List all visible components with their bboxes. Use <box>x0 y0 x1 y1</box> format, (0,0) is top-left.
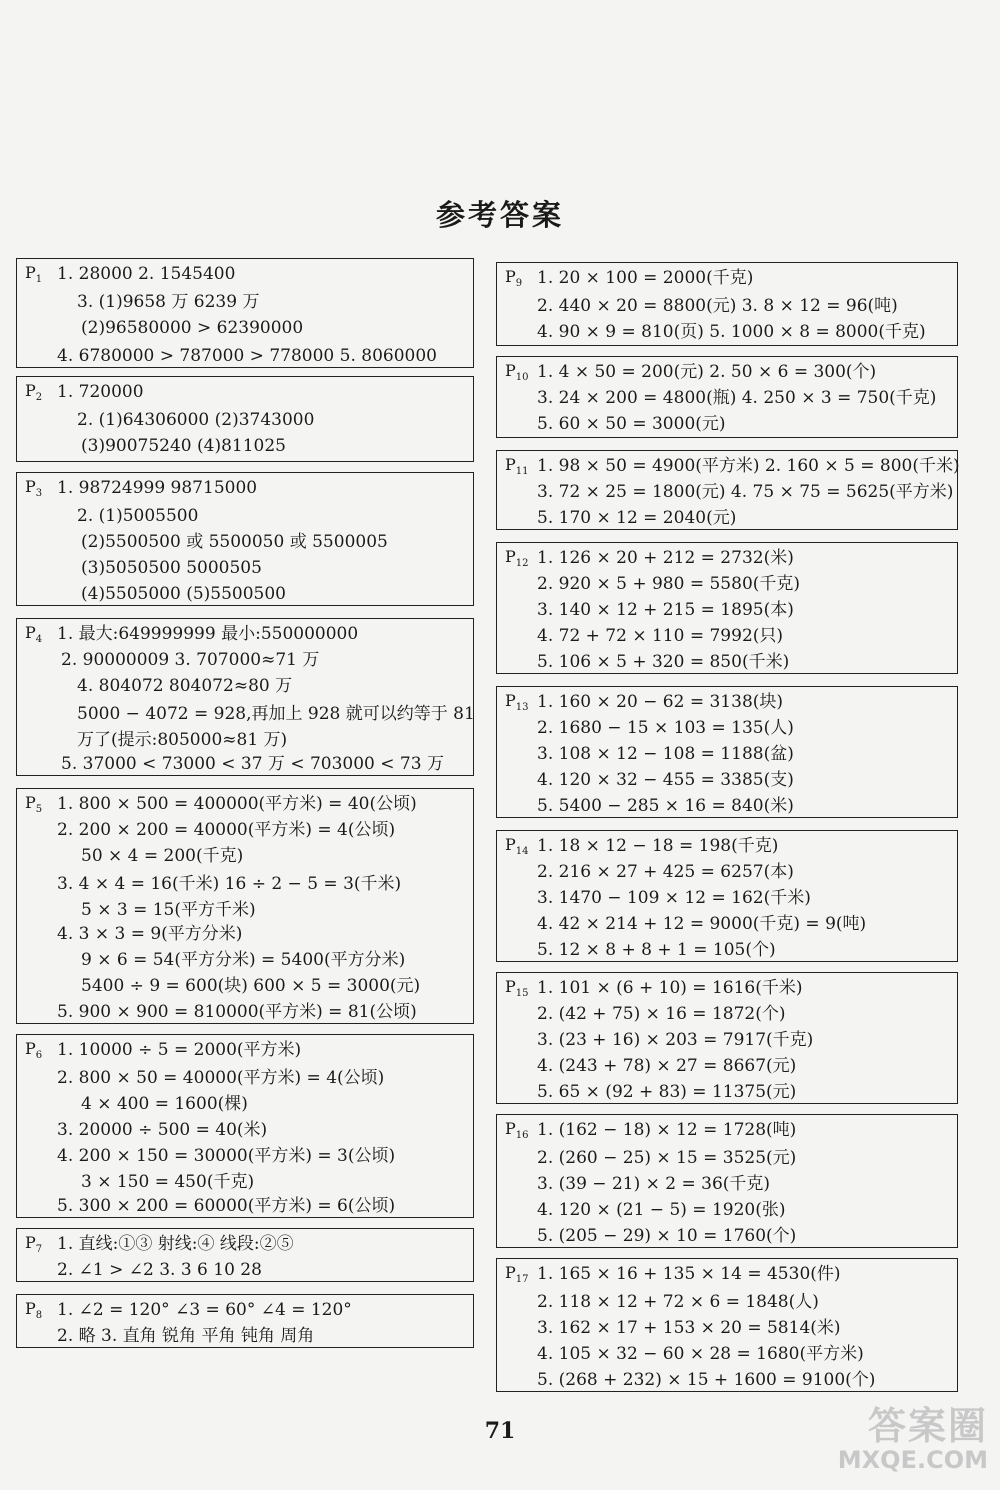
answer-line: 3. 72 × 25 = 1800(元) 4. 75 × 75 = 5625(平方米) <box>537 482 954 502</box>
watermark-logo <box>838 1395 988 1474</box>
answer-line: 2. 440 × 20 = 8800(元) 3. 8 × 12 = 96(吨) <box>537 296 898 316</box>
answer-line: 5000 − 4072 = 928,再加上 928 就可以约等于 81 <box>77 704 475 724</box>
answer-line: 5. 300 × 200 = 60000(平方米) = 6(公顷) <box>57 1196 396 1216</box>
answer-line: 2. 200 × 200 = 40000(平方米) = 4(公顷) <box>57 820 396 840</box>
answer-line: 1. 160 × 20 − 62 = 3138(块) <box>537 692 784 712</box>
answer-line: 1. 98 × 50 = 4900(平方米) 2. 160 × 5 = 800(千米) <box>537 456 960 476</box>
watermark-text: 答案圈 <box>867 1404 988 1448</box>
answer-box-p12 <box>496 542 958 674</box>
answer-line: 3. 140 × 12 + 215 = 1895(本) <box>537 600 794 620</box>
answer-line: (3)5050500 5000505 <box>81 558 262 578</box>
page-ref-label: $P_{13}$ <box>505 691 529 714</box>
answer-line: 4. 42 × 214 + 12 = 9000(千克) = 9(吨) <box>537 914 867 934</box>
answer-line: 2. 118 × 12 + 72 × 6 = 1848(人) <box>537 1292 819 1312</box>
page-ref-label: $P_8$ <box>25 1299 43 1322</box>
answer-box-p3 <box>16 472 474 606</box>
answer-line: 1. 直线:①③ 射线:④ 线段:②⑤ <box>57 1234 294 1254</box>
page-ref-label: $P_4$ <box>25 623 43 646</box>
answer-box-p15 <box>496 972 958 1104</box>
answer-line: (2)96580000 > 62390000 <box>81 318 304 338</box>
answer-line: 3 × 150 = 450(千克) <box>81 1172 255 1192</box>
answer-line: 4. 3 × 3 = 9(平方分米) <box>57 924 243 944</box>
answer-line: 4. 6780000 > 787000 > 778000 5. 8060000 <box>57 346 437 366</box>
answer-box-p4 <box>16 618 474 776</box>
answer-box-p16 <box>496 1114 958 1248</box>
answer-box-p9 <box>496 262 958 346</box>
answer-box-p14 <box>496 830 958 962</box>
page-ref-label: $P_{15}$ <box>505 977 529 1000</box>
answer-box-p5 <box>16 788 474 1024</box>
page-ref-label: $P_{17}$ <box>505 1263 529 1286</box>
answer-line: (3)90075240 (4)811025 <box>81 436 286 456</box>
answer-line: 5. 65 × (92 + 83) = 11375(元) <box>537 1082 797 1102</box>
answer-line: (2)5500500 或 5500050 或 5500005 <box>81 532 388 552</box>
page-ref-label: $P_5$ <box>25 793 43 816</box>
answer-line: 4. 72 + 72 × 110 = 7992(只) <box>537 626 784 646</box>
page-ref-number: 8 <box>35 1310 43 1322</box>
answer-box-p7 <box>16 1228 474 1282</box>
page-ref-label: $P_{11}$ <box>505 455 529 478</box>
answer-line: 4 × 400 = 1600(棵) <box>81 1094 248 1114</box>
answer-line: 2. (1)64306000 (2)3743000 <box>77 410 315 430</box>
answer-line: 2. 800 × 50 = 40000(平方米) = 4(公顷) <box>57 1068 385 1088</box>
answer-line: 2. 1680 − 15 × 103 = 135(人) <box>537 718 794 738</box>
answer-line: 5. 900 × 900 = 810000(平方米) = 81(公顷) <box>57 1002 417 1022</box>
page-ref-number: 5 <box>35 804 43 816</box>
answer-line: 4. 105 × 32 − 60 × 28 = 1680(平方米) <box>537 1344 864 1364</box>
page-ref-number: 2 <box>35 392 43 404</box>
answer-line: 4. (243 + 78) × 27 = 8667(元) <box>537 1056 797 1076</box>
page-ref-label: $P_{12}$ <box>505 547 529 570</box>
page-title: 参考答案 <box>435 198 564 232</box>
answer-line: 1. 4 × 50 = 200(元) 2. 50 × 6 = 300(个) <box>537 362 877 382</box>
answer-line: 2. (260 − 25) × 15 = 3525(元) <box>537 1148 797 1168</box>
page-ref-number: 1 <box>35 274 43 286</box>
answer-line: 4. 804072 804072≈80 万 <box>77 676 293 696</box>
answer-line: 4. 120 × (21 − 5) = 1920(张) <box>537 1200 786 1220</box>
answer-line: 3. 20000 ÷ 500 = 40(米) <box>57 1120 268 1140</box>
answer-box-p11 <box>496 450 958 530</box>
page-ref-label: $P_3$ <box>25 477 43 500</box>
page-ref-label: $P_6$ <box>25 1039 43 1062</box>
answer-box-p2 <box>16 376 474 462</box>
answer-line: 2. (1)5005500 <box>77 506 199 526</box>
answer-line: 5 × 3 = 15(平方千米) <box>81 900 256 920</box>
answer-line: 5400 ÷ 9 = 600(块) 600 × 5 = 3000(元) <box>81 976 421 996</box>
answer-line: 1. 10000 ÷ 5 = 2000(平方米) <box>57 1040 302 1060</box>
answer-line: 50 × 4 = 200(千克) <box>81 846 244 866</box>
answer-line: 3. (39 − 21) × 2 = 36(千克) <box>537 1174 771 1194</box>
page-ref-number: 3 <box>35 488 43 500</box>
answer-line: 3. 1470 − 109 × 12 = 162(千米) <box>537 888 811 908</box>
answer-line: 3. 162 × 17 + 153 × 20 = 5814(米) <box>537 1318 841 1338</box>
answer-line: 1. 18 × 12 − 18 = 198(千克) <box>537 836 779 856</box>
page-ref-number: 16 <box>515 1130 529 1142</box>
answer-line: 5. 37000 < 73000 < 37 万 < 703000 < 73 万 <box>61 754 444 774</box>
answer-line: 3. 4 × 4 = 16(千米) 16 ÷ 2 − 5 = 3(千米) <box>57 874 402 894</box>
answer-line: 1. 720000 <box>57 382 144 402</box>
page-ref-number: 9 <box>515 278 523 290</box>
answer-line: 1. 101 × (6 + 10) = 1616(千米) <box>537 978 803 998</box>
page-ref-number: 11 <box>515 466 529 478</box>
answer-line: 2. 216 × 27 + 425 = 6257(本) <box>537 862 794 882</box>
answer-box-p8 <box>16 1294 474 1348</box>
answer-line: 4. 90 × 9 = 810(页) 5. 1000 × 8 = 8000(千克) <box>537 322 926 342</box>
answer-line: 1. (162 − 18) × 12 = 1728(吨) <box>537 1120 797 1140</box>
answer-line: 1. 28000 2. 1545400 <box>57 264 236 284</box>
answer-line: 1. 98724999 98715000 <box>57 478 258 498</box>
answer-line: 4. 120 × 32 − 455 = 3385(支) <box>537 770 794 790</box>
answer-line: 5. 170 × 12 = 2040(元) <box>537 508 737 528</box>
page-ref-number: 4 <box>35 634 43 646</box>
page-ref-number: 7 <box>35 1244 43 1256</box>
answer-line: 万了(提示:805000≈81 万) <box>77 730 288 750</box>
answer-box-p13 <box>496 686 958 818</box>
answer-line: 3. (1)9658 万 6239 万 <box>77 292 260 312</box>
answer-line: 2. (42 + 75) × 16 = 1872(个) <box>537 1004 786 1024</box>
page-ref-label: $P_{14}$ <box>505 835 529 858</box>
page-ref-number: 13 <box>515 702 529 714</box>
answer-box-p6 <box>16 1034 474 1218</box>
answer-line: 1. 165 × 16 + 135 × 14 = 4530(件) <box>537 1264 841 1284</box>
answer-box-p1 <box>16 258 474 368</box>
answer-line: 1. 最大:649999999 最小:550000000 <box>57 624 359 644</box>
answer-line: 2. 略 3. 直角 锐角 平角 钝角 周角 <box>57 1326 315 1346</box>
answer-line: 1. 126 × 20 + 212 = 2732(米) <box>537 548 794 568</box>
page-ref-number: 12 <box>515 558 529 570</box>
answer-line: 2. ∠1 > ∠2 3. 3 6 10 28 <box>57 1260 262 1280</box>
page-ref-number: 10 <box>515 372 529 384</box>
answer-line: (4)5505000 (5)5500500 <box>81 584 286 604</box>
page-ref-label: $P_{16}$ <box>505 1119 529 1142</box>
page-ref-label: $P_1$ <box>25 263 43 286</box>
page-ref-number: 14 <box>515 846 529 858</box>
page-ref-number: 17 <box>515 1274 529 1286</box>
page-ref-label: $P_{10}$ <box>505 361 529 384</box>
answer-line: 1. 20 × 100 = 2000(千克) <box>537 268 754 288</box>
answer-line: 5. 106 × 5 + 320 = 850(千米) <box>537 652 790 672</box>
answer-line: 5. (205 − 29) × 10 = 1760(个) <box>537 1226 797 1246</box>
page-ref-label: $P_2$ <box>25 381 43 404</box>
page-ref-label: $P_7$ <box>25 1233 43 1256</box>
answer-line: 1. ∠2 = 120° ∠3 = 60° ∠4 = 120° <box>57 1300 352 1320</box>
page-ref-label: $P_9$ <box>505 267 523 290</box>
page-ref-number: 15 <box>515 988 529 1000</box>
answer-line: 9 × 6 = 54(平方分米) = 5400(平方分米) <box>81 950 406 970</box>
answer-box-p17 <box>496 1258 958 1392</box>
answer-line: 5. (268 + 232) × 15 + 1600 = 9100(个) <box>537 1370 876 1390</box>
answer-line: 5. 5400 − 285 × 16 = 840(米) <box>537 796 794 816</box>
answer-line: 1. 800 × 500 = 400000(平方米) = 40(公顷) <box>57 794 417 814</box>
watermark-url: MXQE.COM <box>837 1446 988 1474</box>
answer-box-p10 <box>496 356 958 438</box>
answer-line: 3. (23 + 16) × 203 = 7917(千克) <box>537 1030 814 1050</box>
page-number: 71 <box>484 1418 516 1444</box>
answer-line: 2. 920 × 5 + 980 = 5580(千克) <box>537 574 801 594</box>
answer-line: 4. 200 × 150 = 30000(平方米) = 3(公顷) <box>57 1146 396 1166</box>
page-ref-number: 6 <box>35 1050 43 1062</box>
answer-line: 5. 12 × 8 + 8 + 1 = 105(个) <box>537 940 776 960</box>
answer-line: 3. 24 × 200 = 4800(瓶) 4. 250 × 3 = 750(千克) <box>537 388 937 408</box>
answer-line: 2. 90000009 3. 707000≈71 万 <box>61 650 320 670</box>
answer-line: 3. 108 × 12 − 108 = 1188(盆) <box>537 744 794 764</box>
answer-line: 5. 60 × 50 = 3000(元) <box>537 414 726 434</box>
